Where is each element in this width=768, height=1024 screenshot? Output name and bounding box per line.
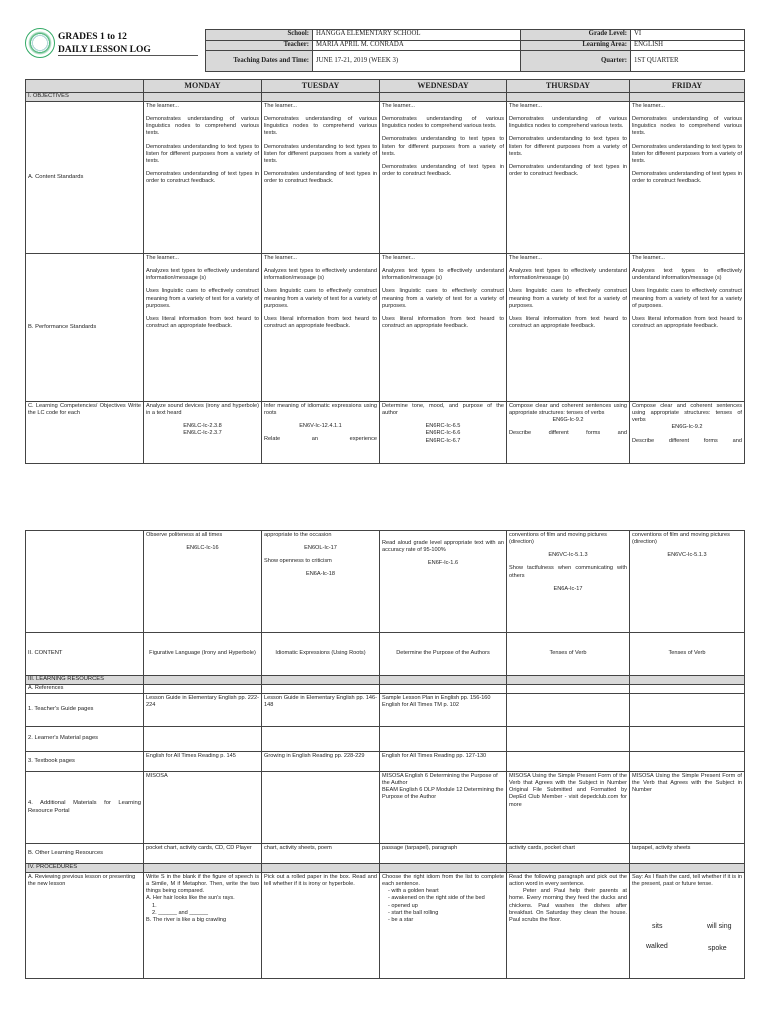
content-standards-cell xyxy=(507,102,630,254)
brand-line2: DAILY LESSON LOG xyxy=(58,44,151,55)
section-fill xyxy=(380,93,507,102)
section-fill xyxy=(380,864,507,873)
section-objectives: I. OBJECTIVES xyxy=(26,93,144,102)
competency-cell-thursday xyxy=(507,402,630,464)
competency-cont-thursday xyxy=(507,531,630,633)
competency-cell-monday xyxy=(144,402,262,464)
review-text: A. Her hair looks like the sun's rays. xyxy=(146,895,235,902)
continuation-label xyxy=(26,531,144,633)
performance-standards-cell xyxy=(380,254,507,402)
label-content: II. CONTENT xyxy=(26,633,144,676)
ps-item: Uses linguistic cues to effectively construct meaning from a variety of text for a variety of purposes. xyxy=(632,288,742,309)
label-teachers-guide: 1. Teacher's Guide pages xyxy=(26,694,144,727)
empty-cell xyxy=(380,685,507,694)
textbook-monday: English for All Times Reading p. 145 xyxy=(144,752,262,772)
competency-text: conventions of film and moving pictures (direction) xyxy=(509,532,607,546)
section-fill xyxy=(144,676,262,685)
label-area: Learning Area: xyxy=(521,40,631,51)
cs-item: Demonstrates understanding of various linguistics nodes to comprehend various texts. xyxy=(146,116,259,137)
competency-text: Read aloud grade level appropriate text with an accuracy rate of 95-100% xyxy=(382,540,504,554)
section-fill xyxy=(630,864,745,873)
empty-cell xyxy=(630,752,745,772)
review-text: B. The river is like a big crawling xyxy=(146,916,227,923)
divider xyxy=(58,55,198,56)
learner-text: The learner... xyxy=(146,103,179,109)
competency-text: Determine tone, mood, and purpose of the author xyxy=(382,403,504,417)
lc-code: EN6RC-Ic-6.7 xyxy=(425,437,461,444)
lc-code: EN6VC-Ic-5.1.3 xyxy=(548,552,588,559)
section-fill xyxy=(507,864,630,873)
ps-item: Uses linguistic cues to effectively construct meaning from a variety of text for a variety of purposes. xyxy=(509,288,627,309)
ps-item: Analyzes text types to effectively understand information/message (s) xyxy=(632,268,742,282)
tg-line: English for All Times TM p. 102 xyxy=(382,702,459,709)
reviewing-friday xyxy=(630,873,745,979)
reviewing-tuesday: Pick out a rolled paper in the box. Read and tell whether if it is irony or hyperbole. xyxy=(262,873,380,979)
competency-cont-tuesday xyxy=(262,531,380,633)
empty-cell xyxy=(262,685,380,694)
am-line: MISOSA English 6 Determining the Purpose of the Author xyxy=(382,773,498,787)
review-text: Write S in the blank if the figure of speech is a Simile, M if Metaphor. Then, write the two things being compared. xyxy=(146,874,259,895)
competency-text: Infer meaning of idiomatic expressions using roots xyxy=(264,403,377,417)
label-content-standards: A. Content Standards xyxy=(26,102,144,254)
flash-card-word: walked xyxy=(646,943,668,950)
idiom-item: - start the ball rolling xyxy=(388,909,439,916)
competency-cont-wednesday xyxy=(380,531,507,633)
additional-monday: MISOSA xyxy=(144,772,262,844)
label-additional-materials: 4. Additional Materials for Learning Resource Portal xyxy=(26,772,144,844)
label-learners-material: 2. Learner's Material pages xyxy=(26,727,144,752)
empty-cell xyxy=(144,685,262,694)
lc-code: EN6G-Ic-9.2 xyxy=(671,424,703,431)
empty-cell xyxy=(630,685,745,694)
learner-text: The learner... xyxy=(264,255,297,261)
learner-text: The learner... xyxy=(632,255,665,261)
flash-card-word: sits xyxy=(652,923,663,930)
performance-standards-cell xyxy=(507,254,630,402)
competency-text: Compose clear and coherent sentences using appropriate structures: tenses of verbs xyxy=(509,403,627,417)
additional-wednesday xyxy=(380,772,507,844)
empty-cell xyxy=(507,752,630,772)
empty-cell xyxy=(507,685,630,694)
label-quarter: Quarter: xyxy=(521,51,631,72)
teachers-guide-monday: Lesson Guide in Elementary English pp. 222-224 xyxy=(144,694,262,727)
content-standards-cell xyxy=(144,102,262,254)
label-grade: Grade Level: xyxy=(521,30,631,41)
other-resources-monday: pocket chart, activity cards, CD, CD Player xyxy=(144,844,262,864)
section-fill xyxy=(507,676,630,685)
lesson-table-part1 xyxy=(25,79,745,464)
empty-cell xyxy=(630,694,745,727)
teachers-guide-tuesday: Lesson Guide in Elementary English pp. 146-148 xyxy=(262,694,380,727)
content-wednesday: Determine the Purpose of the Authors xyxy=(380,633,507,676)
flash-card-word: will sing xyxy=(707,923,732,930)
day-header-monday: MONDAY xyxy=(144,80,262,93)
value-school: HANGGA ELEMENTARY SCHOOL xyxy=(313,30,521,41)
additional-thursday: MISOSA Using the Simple Present Form of the Verb that Agrees with the Subject in Number Original File Submitted and Formatted by DepEd Club Member - visit depedclub.com for more xyxy=(507,772,630,844)
cs-item: Demonstrates understanding of various linguistics nodes to comprehend various texts. xyxy=(382,116,504,130)
competency-text: Relate an experience xyxy=(264,436,377,443)
ps-item: Uses linguistic cues to effectively construct meaning from a variety of text for a variety of purposes. xyxy=(146,288,259,309)
review-text: 2. ______ and ______ xyxy=(152,909,208,916)
section-fill xyxy=(262,864,380,873)
lc-code: EN6LC-Ic-2.3.7 xyxy=(183,430,222,437)
section-fill xyxy=(380,676,507,685)
day-header-tuesday: TUESDAY xyxy=(262,80,380,93)
cs-item: Demonstrates understanding to text types to listen for different purposes from a variety of texts. xyxy=(146,143,259,164)
competency-text: conventions of film and moving pictures (direction) xyxy=(632,532,730,546)
reviewing-monday xyxy=(144,873,262,979)
section-fill xyxy=(630,93,745,102)
cs-item: Demonstrates understanding to text types to listen for different purposes from a variety of texts. xyxy=(382,136,504,157)
value-dates: JUNE 17-21, 2019 (WEEK 3) xyxy=(313,51,521,72)
textbook-tuesday: Growing in English Reading pp. 228-229 xyxy=(262,752,380,772)
empty-cell xyxy=(144,727,262,752)
flash-card-word: spoke xyxy=(708,945,727,952)
empty-cell xyxy=(262,727,380,752)
value-area: ENGLISH xyxy=(631,40,745,51)
other-resources-friday: tarpapel, activity sheets xyxy=(630,844,745,864)
section-fill xyxy=(630,676,745,685)
review-text: 1. xyxy=(152,902,157,909)
competency-text: Show tactfulness when communicating with others xyxy=(509,565,627,579)
section-fill xyxy=(507,93,630,102)
label-other-resources: B. Other Learning Resources xyxy=(26,844,144,864)
brand-line1: GRADES 1 to 12 xyxy=(58,32,127,42)
brand-title xyxy=(58,31,151,57)
corner-cell xyxy=(26,80,144,93)
label-dates: Teaching Dates and Time: xyxy=(206,51,313,72)
content-thursday: Tenses of Verb xyxy=(507,633,630,676)
idiom-item: - be a star xyxy=(388,916,414,923)
competency-text: Analyze sound devices (irony and hyperbole) in a text heard xyxy=(146,403,259,417)
lesson-table-part2 xyxy=(25,530,745,979)
content-tuesday: Idiomatic Expressions (Using Roots) xyxy=(262,633,380,676)
label-competencies: C. Learning Competencies/ Objectives Write the LC code for each xyxy=(26,402,144,464)
lc-code: EN6A-Ic-17 xyxy=(553,585,583,592)
ps-item: Analyzes text types to effectively understand information/message (s) xyxy=(264,268,377,282)
label-teacher: Teacher: xyxy=(206,40,313,51)
section-fill xyxy=(262,93,380,102)
content-standards-cell xyxy=(380,102,507,254)
cs-item: Demonstrates understanding to text types to listen for different purposes from a variety of texts. xyxy=(632,143,742,164)
lc-code: EN6G-Ic-9.2 xyxy=(552,417,584,424)
label-reviewing: A. Reviewing previous lesson or presenting the new lesson xyxy=(26,873,144,979)
learner-text: The learner... xyxy=(509,255,542,261)
competency-text: Compose clear and coherent sentences using appropriate structures: tenses of verbs xyxy=(632,403,742,424)
ps-item: Uses linguistic cues to effectively construct meaning from a variety of text for a variety of purposes. xyxy=(382,288,504,309)
cs-item: Demonstrates understanding of text types in order to construct feedback. xyxy=(632,171,742,185)
cs-item: Demonstrates understanding of text types in order to construct feedback. xyxy=(382,163,504,178)
ps-item: Analyzes text types to effectively understand information/message (s) xyxy=(382,268,504,282)
header-info-table xyxy=(205,29,745,72)
competency-text: Describe different forms and xyxy=(632,437,742,444)
ps-item: Uses literal information from text heard to construct an appropriate feedback. xyxy=(382,315,504,330)
empty-cell xyxy=(630,727,745,752)
cs-item: Demonstrates understanding of text types in order to construct feedback. xyxy=(146,171,259,185)
textbook-wednesday: English for All Times Reading pp. 127-130 xyxy=(380,752,507,772)
lc-code: EN6A-Ic-18 xyxy=(306,571,335,578)
learner-text: The learner... xyxy=(146,255,179,261)
review-text: Say: As I flash the card, tell whether if it is in the present, past or future tense. xyxy=(632,874,742,888)
competency-text: appropriate to the occasion xyxy=(264,532,332,538)
learner-text: The learner... xyxy=(509,103,542,109)
cs-item: Demonstrates understanding to text types to listen for different purposes from a variety of texts. xyxy=(509,136,627,157)
review-text: Read the following paragraph and pick out the action word in every sentence. xyxy=(509,874,627,888)
section-fill xyxy=(144,93,262,102)
ps-item: Uses literal information from text heard to construct an appropriate feedback. xyxy=(509,315,627,330)
lc-code: EN6LC-Ic-16 xyxy=(186,545,219,552)
other-resources-thursday: activity cards, pocket chart xyxy=(507,844,630,864)
reviewing-wednesday xyxy=(380,873,507,979)
deped-seal-icon xyxy=(25,28,55,58)
label-references: A. References xyxy=(26,685,144,694)
ps-item: Analyzes text types to effectively understand information/message (s) xyxy=(146,268,259,282)
cs-item: Demonstrates understanding of various linguistics nodes to comprehend various texts. xyxy=(264,116,377,137)
reviewing-thursday xyxy=(507,873,630,979)
idiom-item: - opened up xyxy=(388,902,418,909)
day-header-friday: FRIDAY xyxy=(630,80,745,93)
day-header-thursday: THURSDAY xyxy=(507,80,630,93)
label-performance-standards: B. Performance Standards xyxy=(26,254,144,402)
day-header-wednesday: WEDNESDAY xyxy=(380,80,507,93)
lc-code: EN6RC-Ic-6.5 xyxy=(425,423,461,430)
empty-cell xyxy=(262,772,380,844)
empty-cell xyxy=(507,727,630,752)
additional-friday: MISOSA Using the Simple Present Form of the Verb that Agrees with the Subject in Number xyxy=(630,772,745,844)
value-quarter: 1ST QUARTER xyxy=(631,51,745,72)
content-standards-cell xyxy=(630,102,745,254)
teachers-guide-wednesday xyxy=(380,694,507,727)
other-resources-tuesday: chart, activity sheets, poem xyxy=(262,844,380,864)
ps-item: Uses linguistic cues to effectively construct meaning from a variety of text for a variety of purposes. xyxy=(264,288,377,309)
value-teacher: MARIA APRIL M. CONRADA xyxy=(313,40,521,51)
competency-cell-wednesday xyxy=(380,402,507,464)
competency-cell-friday xyxy=(630,402,745,464)
competency-text: Show openness to criticism xyxy=(264,558,332,565)
learner-text: The learner... xyxy=(632,103,665,109)
other-resources-wednesday: passage (tarpapel), paragraph xyxy=(380,844,507,864)
cs-item: Demonstrates understanding of text types in order to construct feedback. xyxy=(509,163,627,178)
review-paragraph: Peter and Paul help their parents at home. Every morning they feed the ducks and chickens. Paul washes the dishes after breakfast. On Saturday they clean the house. Paul scrubs the floor. xyxy=(509,888,627,923)
label-textbook: 3. Textbook pages xyxy=(26,752,144,772)
competency-cont-monday xyxy=(144,531,262,633)
section-learning-resources: III. LEARNING RESOURCES xyxy=(26,676,144,685)
lc-code: EN6F-Ic-1.6 xyxy=(427,560,459,567)
cs-item: Demonstrates understanding of text types in order to construct feedback. xyxy=(264,171,377,185)
value-grade: VI xyxy=(631,30,745,41)
ps-item: Analyzes text types to effectively understand information/message (s) xyxy=(509,268,627,282)
tg-line: Sample Lesson Plan in English pp. 156-160 xyxy=(382,695,491,701)
lc-code: EN6OL-Ic-17 xyxy=(304,545,337,552)
learner-text: The learner... xyxy=(382,103,415,109)
label-school: School: xyxy=(206,30,313,41)
section-fill xyxy=(144,864,262,873)
am-line: BEAM English 6 DLP Module 12 Determining the Purpose of the Author xyxy=(382,787,504,801)
idiom-item: - awakened on the right side of the bed xyxy=(388,895,485,902)
cs-item: Demonstrates understanding of various linguistics nodes to comprehend various texts. xyxy=(632,116,742,137)
competency-cell-tuesday xyxy=(262,402,380,464)
performance-standards-cell xyxy=(262,254,380,402)
ps-item: Uses literal information from text heard to construct an appropriate feedback. xyxy=(632,315,742,330)
learner-text: The learner... xyxy=(382,255,415,261)
review-text: Choose the right idiom from the list to complete each sentence. xyxy=(382,874,504,888)
performance-standards-cell xyxy=(144,254,262,402)
empty-cell xyxy=(507,694,630,727)
lc-code: EN6V-Ic-12.4.1.1 xyxy=(299,423,342,430)
idiom-item: - with a golden heart xyxy=(388,888,439,895)
content-standards-cell xyxy=(262,102,380,254)
ps-item: Uses literal information from text heard to construct an appropriate feedback. xyxy=(146,315,259,330)
competency-text: Observe politeness at all times xyxy=(146,532,223,538)
content-monday: Figurative Language (Irony and Hyperbole) xyxy=(144,633,262,676)
section-procedures: IV. PROCEDURES xyxy=(26,864,144,873)
competency-text: Describe different forms and xyxy=(509,430,627,437)
cs-item: Demonstrates understanding to text types to listen for different purposes from a variety of texts. xyxy=(264,143,377,164)
section-fill xyxy=(262,676,380,685)
competency-cont-friday xyxy=(630,531,745,633)
empty-cell xyxy=(380,727,507,752)
ps-item: Uses literal information from text heard to construct an appropriate feedback. xyxy=(264,315,377,330)
spacer xyxy=(382,532,504,540)
performance-standards-cell xyxy=(630,254,745,402)
lc-code: EN6RC-Ic-6.6 xyxy=(425,430,461,437)
lc-code: EN6VC-Ic-5.1.3 xyxy=(667,552,707,559)
learner-text: The learner... xyxy=(264,103,297,109)
cs-item: Demonstrates understanding of various linguistics nodes to comprehend various texts. xyxy=(509,116,627,130)
lc-code: EN6LC-Ic-2.3.8 xyxy=(183,423,222,430)
content-friday: Tenses of Verb xyxy=(630,633,745,676)
